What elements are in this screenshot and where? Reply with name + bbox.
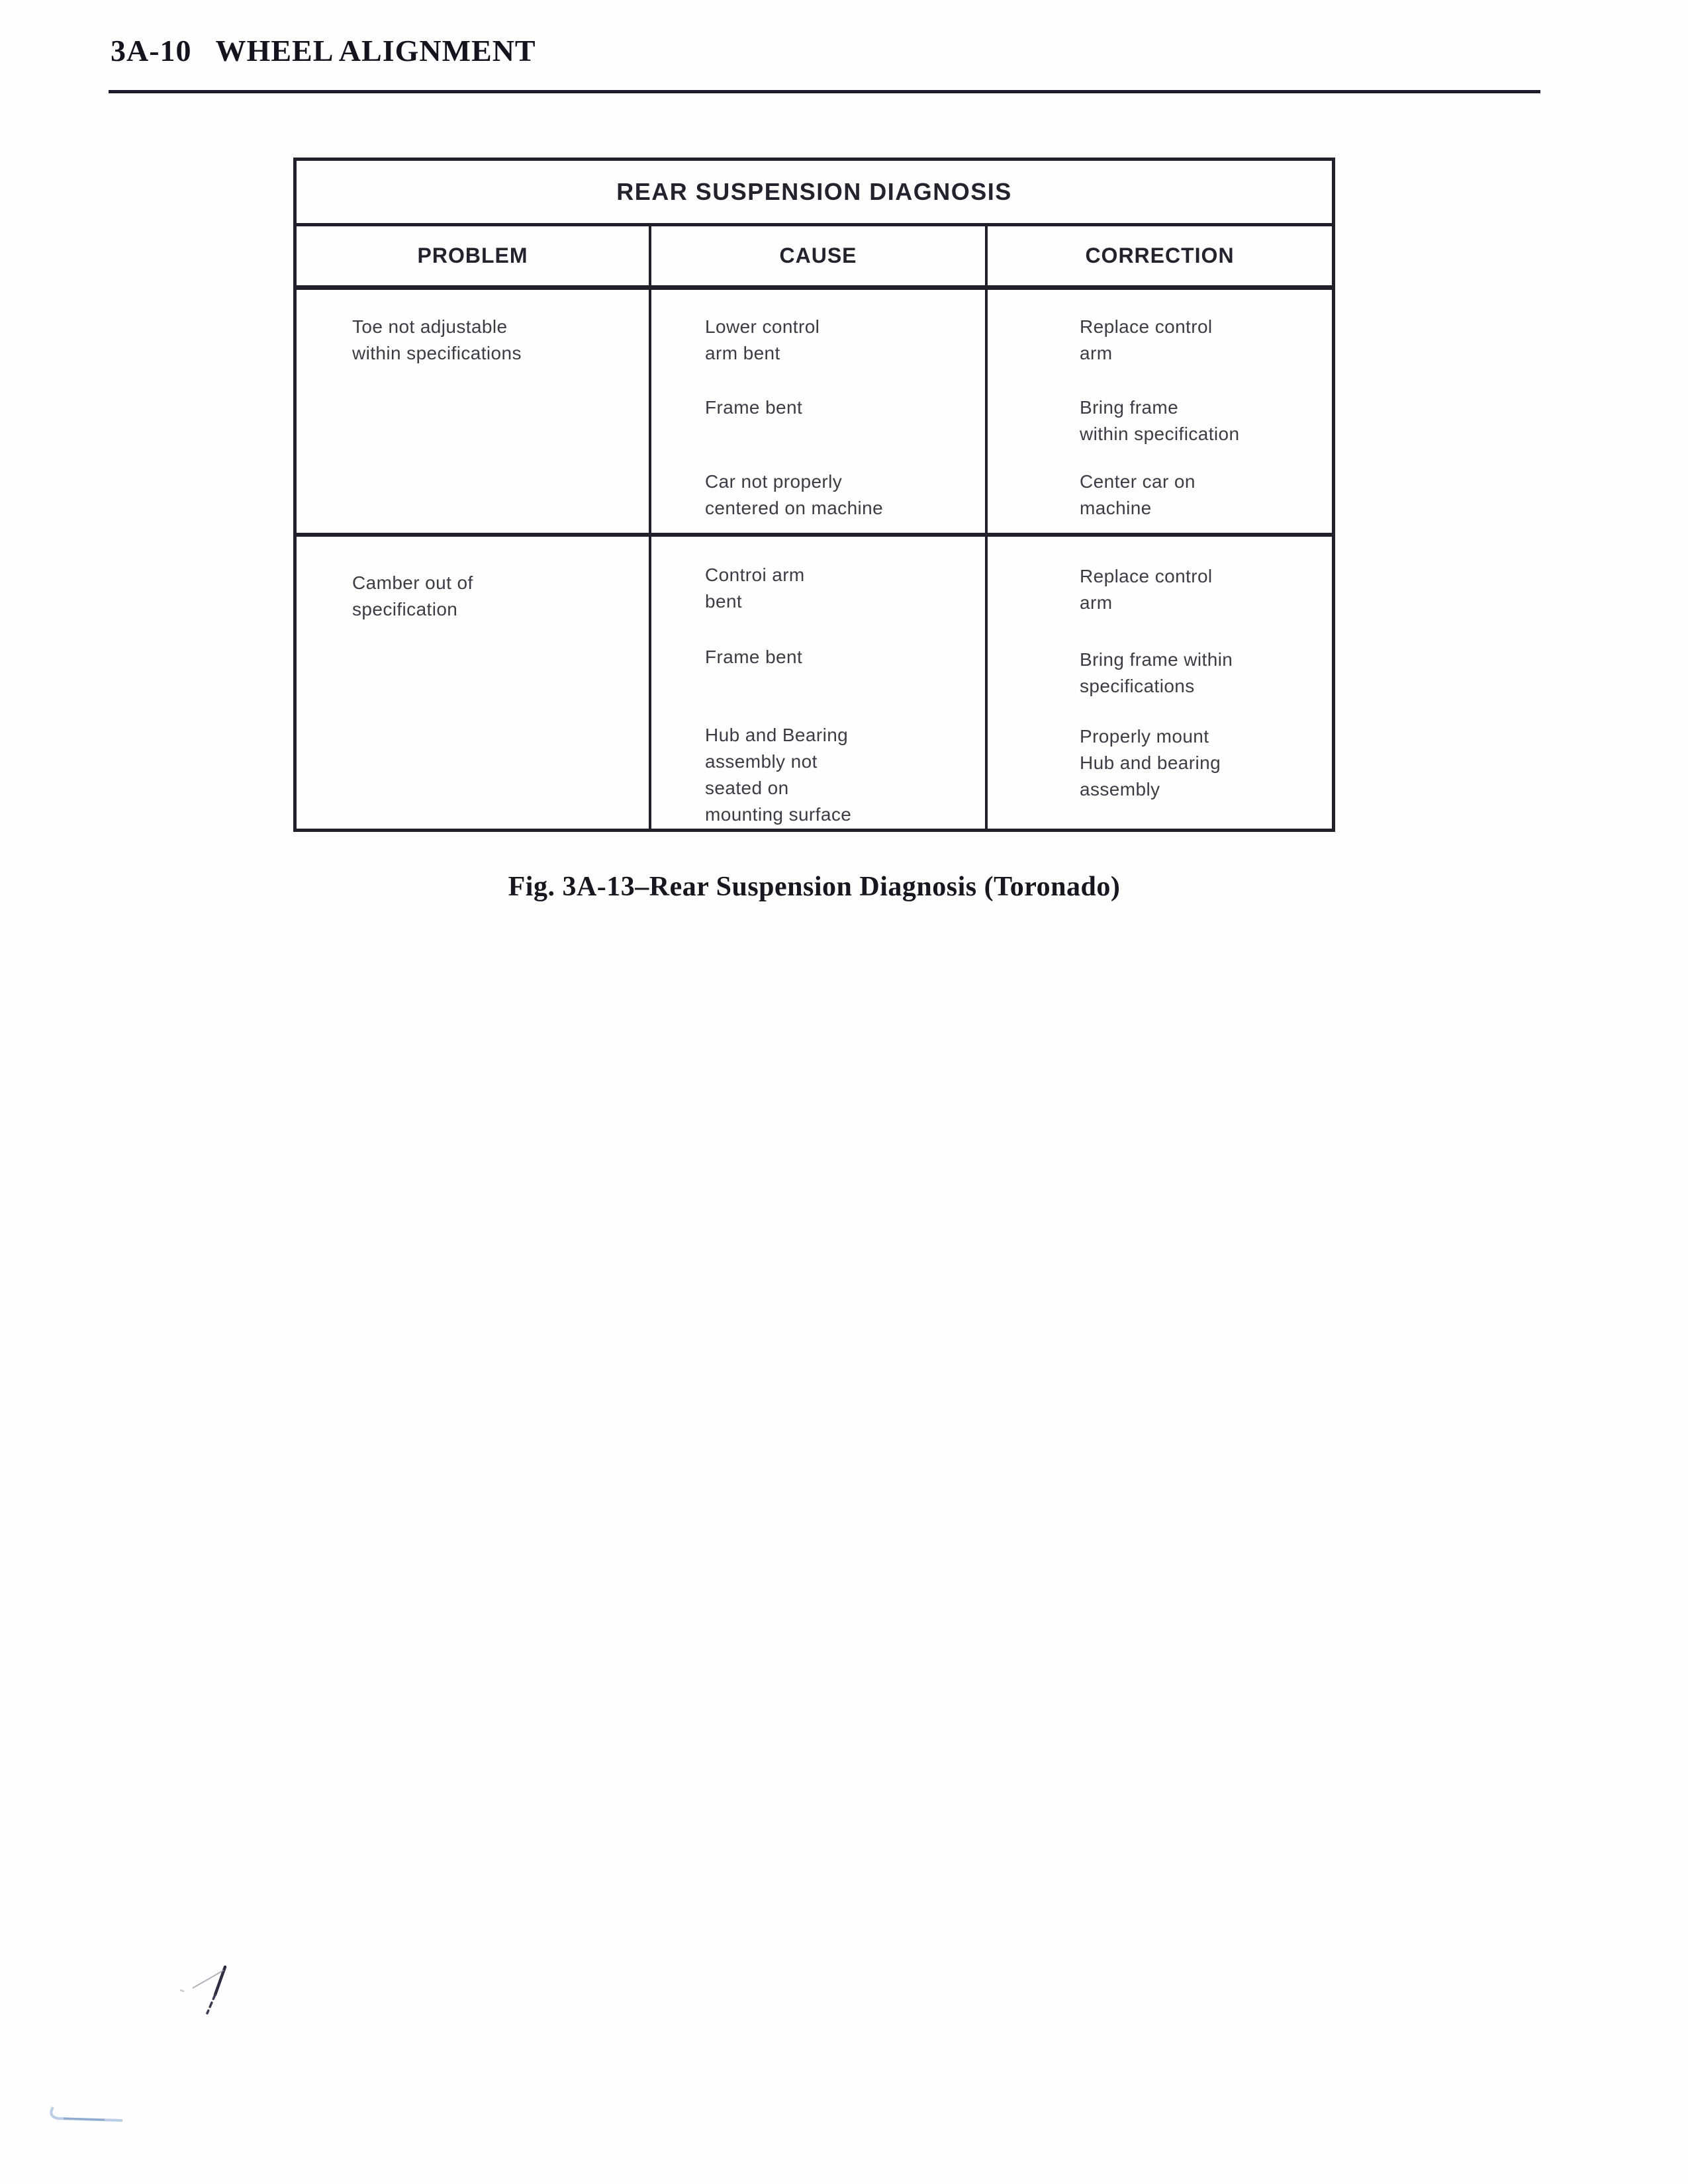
section-title: WHEEL ALIGNMENT — [215, 34, 536, 68]
text-line: Hub and bearing — [1080, 752, 1221, 773]
column-header-problem: PROBLEM — [417, 244, 528, 267]
text-line: mounting surface — [705, 804, 852, 825]
cause-item — [705, 394, 985, 421]
column-header-cause: CAUSE — [649, 226, 988, 285]
correction-cell — [988, 537, 1332, 829]
figure-caption: Fig. 3A-13–Rear Suspension Diagnosis (Toronado) — [508, 872, 1121, 902]
text-line: Controi arm — [705, 565, 805, 585]
correction-cell — [988, 290, 1332, 533]
cause-item — [705, 722, 985, 828]
text-line: Replace control — [1080, 566, 1213, 586]
text-line: assembly — [1080, 779, 1160, 799]
cause-item — [705, 644, 985, 670]
cause-item — [705, 562, 985, 615]
cause-item — [705, 314, 985, 367]
cause-cell — [649, 290, 988, 533]
problem-text — [352, 314, 649, 367]
text-line: Toe not adjustable — [352, 316, 508, 337]
text-line: Car not properly — [705, 471, 843, 492]
correction-item — [1080, 394, 1332, 447]
text-line: Lower control — [705, 316, 820, 337]
page-header — [111, 36, 536, 66]
text-line: machine — [1080, 498, 1152, 518]
problem-cell — [297, 290, 649, 533]
text-line: arm bent — [705, 343, 780, 363]
table-row-camber-out-of-spec — [297, 537, 1332, 829]
text-line: within specification — [1080, 424, 1240, 444]
text-line: Camber out of — [352, 572, 473, 593]
table-title: REAR SUSPENSION DIAGNOSIS — [297, 161, 1332, 226]
correction-item — [1080, 647, 1332, 700]
table-row-toe-not-adjustable — [297, 290, 1332, 537]
correction-item — [1080, 314, 1332, 367]
text-line: Frame bent — [705, 647, 803, 667]
problem-text — [352, 570, 649, 623]
text-line: arm — [1080, 592, 1113, 613]
text-line: assembly not — [705, 751, 818, 772]
text-line: centered on machine — [705, 498, 884, 518]
text-line: Bring frame — [1080, 397, 1179, 418]
correction-item — [1080, 723, 1332, 803]
page-number: 3A-10 — [111, 34, 192, 68]
text-line: Hub and Bearing — [705, 725, 849, 745]
text-line: Frame bent — [705, 397, 803, 418]
text-line: Bring frame within — [1080, 649, 1233, 670]
correction-item — [1080, 563, 1332, 616]
diagnosis-table — [293, 158, 1335, 832]
text-line: within specifications — [352, 343, 522, 363]
cause-item — [705, 469, 985, 522]
text-line: arm — [1080, 343, 1113, 363]
text-line: seated on — [705, 778, 789, 798]
text-line: Properly mount — [1080, 726, 1209, 747]
header-rule — [109, 90, 1540, 93]
text-line: Replace control — [1080, 316, 1213, 337]
text-line: Center car on — [1080, 471, 1196, 492]
column-header-correction: CORRECTION — [1085, 244, 1235, 267]
problem-cell — [297, 537, 649, 829]
text-line: specifications — [1080, 676, 1195, 696]
cause-cell — [649, 537, 988, 829]
table-header-row — [297, 226, 1332, 290]
correction-item — [1080, 469, 1332, 522]
text-line: bent — [705, 591, 743, 612]
text-line: specification — [352, 599, 458, 619]
